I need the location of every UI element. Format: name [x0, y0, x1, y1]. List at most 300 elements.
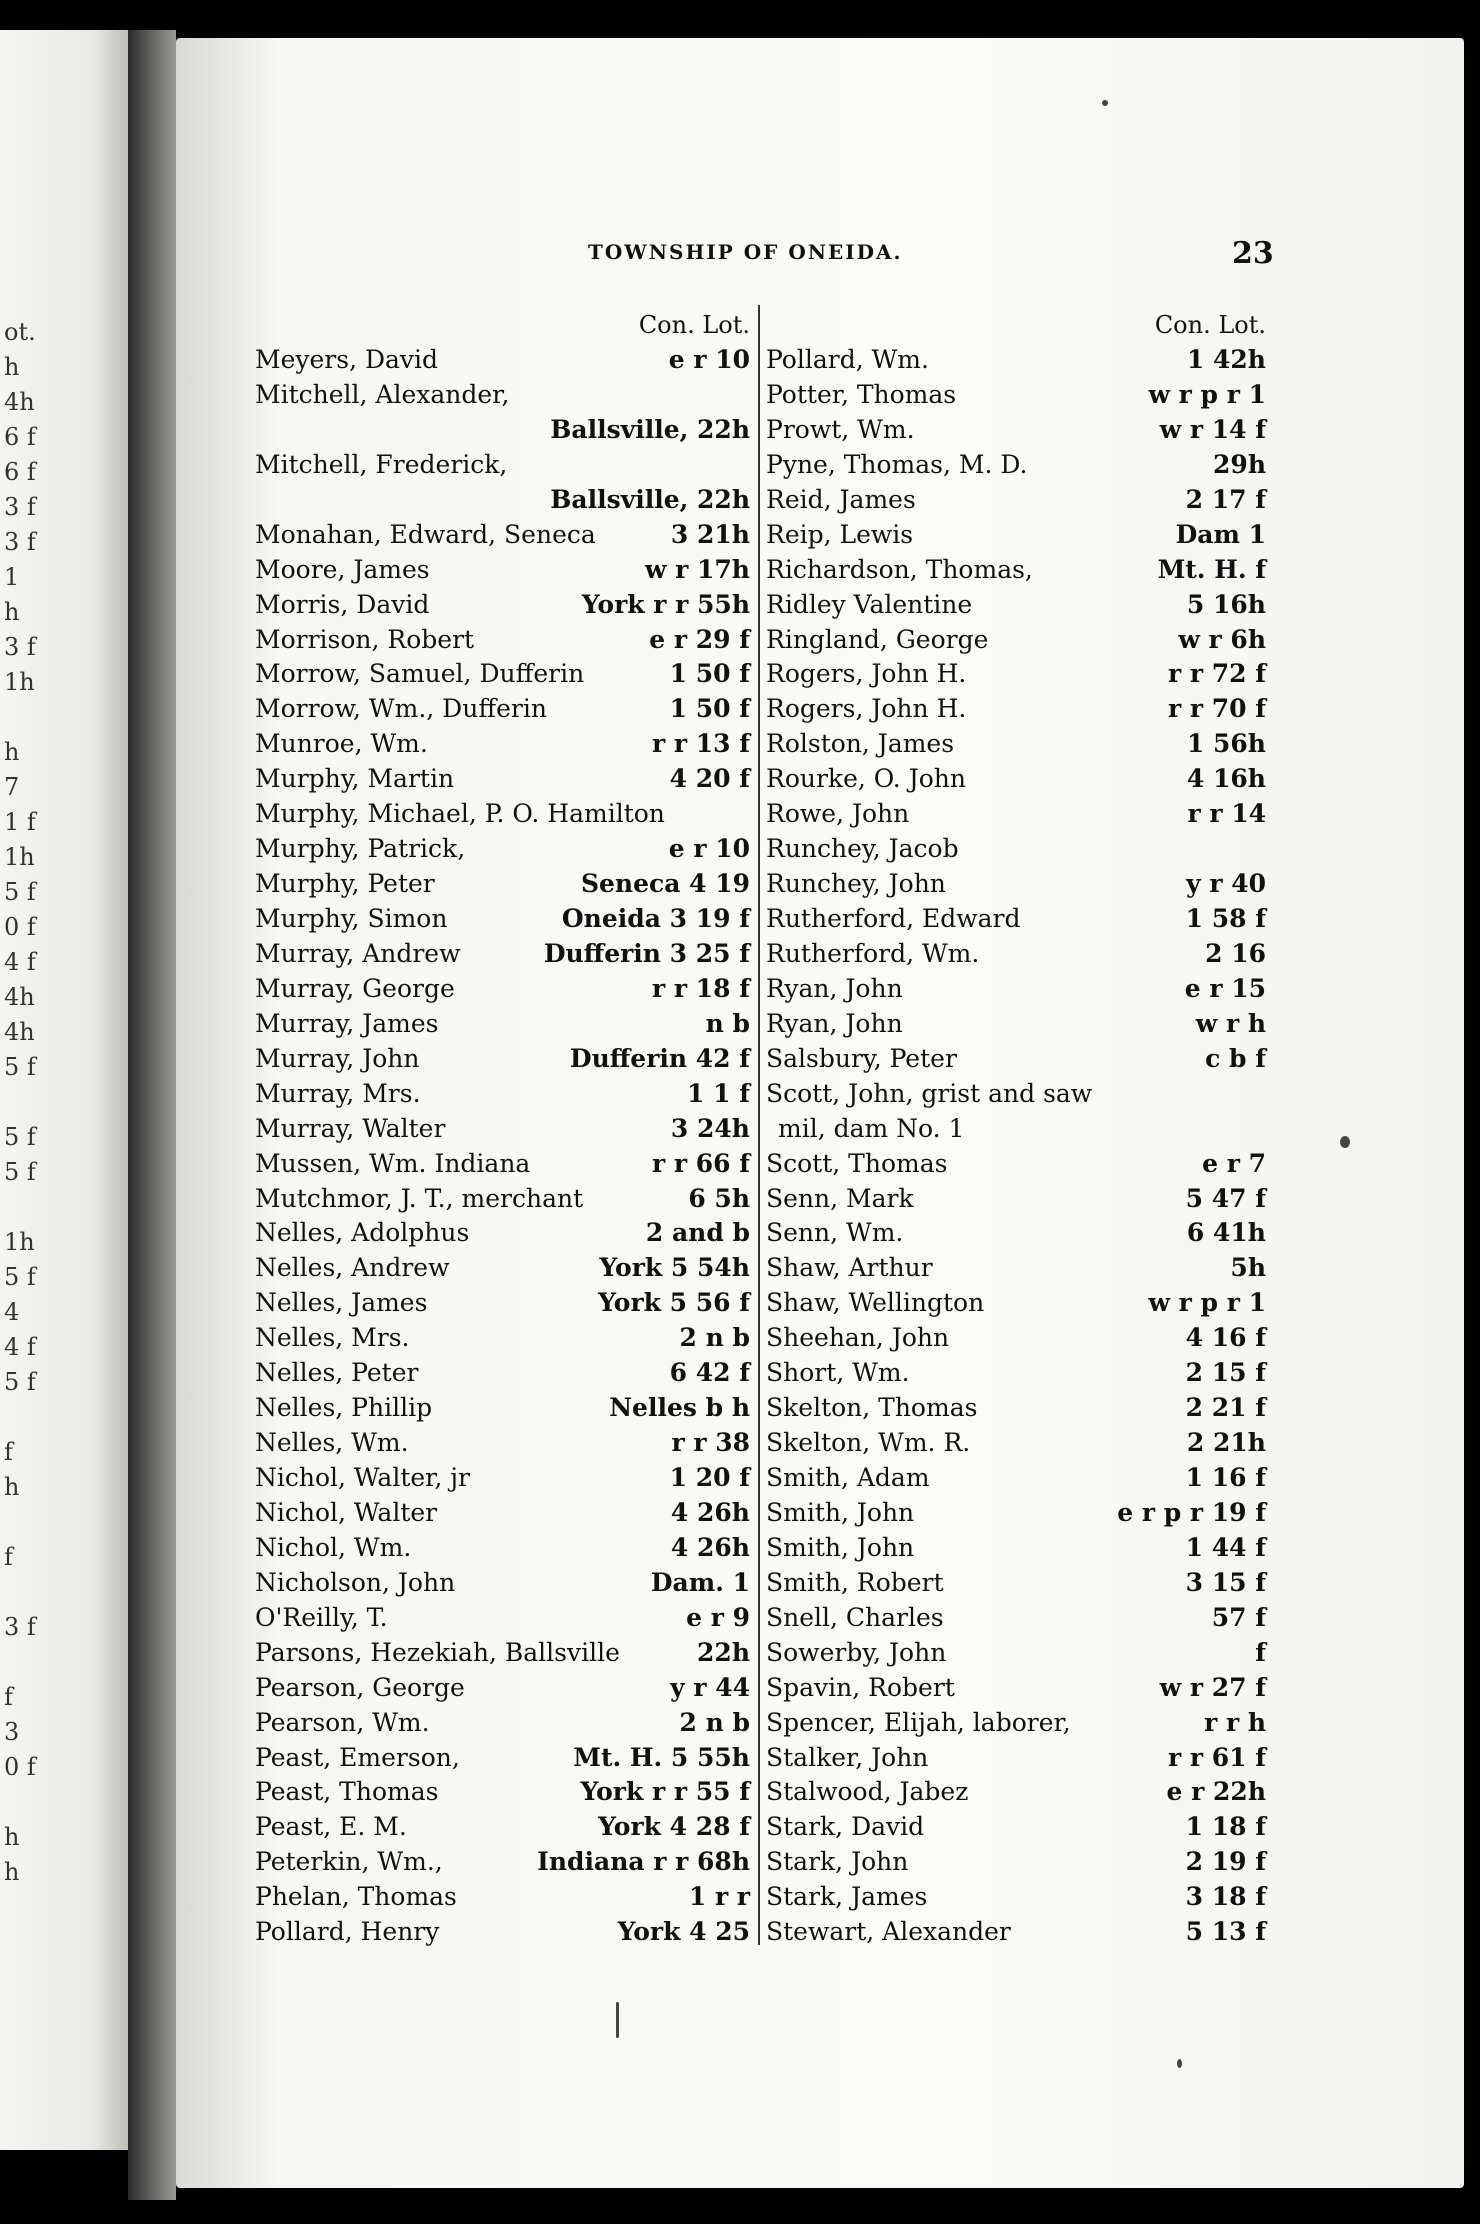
entry-name: Reid, James [766, 484, 916, 514]
entry-location: York r r 55h [581, 589, 750, 619]
entry-location: 1 50 f [669, 694, 750, 724]
previous-page-fragment: 0 f [4, 1753, 36, 1781]
directory-entry [255, 1775, 750, 1810]
directory-entry [766, 1077, 1266, 1112]
entry-name: Monahan, Edward, Seneca [255, 519, 596, 549]
entry-location: 2 n b [679, 1323, 750, 1353]
entry-name: Stark, John [766, 1847, 909, 1877]
entry-location: e r 15 [1184, 973, 1266, 1003]
entry-name: Pyne, Thomas, M. D. [766, 449, 1028, 479]
entry-location: 6 5h [688, 1183, 750, 1213]
previous-page-fragment: 0 f [4, 913, 36, 941]
entry-location: 1 56h [1186, 729, 1266, 759]
entry-name: Runchey, John [766, 869, 946, 899]
entry-name: Parsons, Hezekiah, Ballsville [255, 1637, 620, 1667]
directory-entry [255, 1915, 750, 1950]
entry-name: Munroe, Wm. [255, 729, 428, 759]
entry-name: Scott, Thomas [766, 1148, 948, 1178]
directory-entry [255, 1112, 750, 1147]
entry-location: e r 29 f [649, 624, 750, 654]
entry-location: w r 6h [1178, 624, 1266, 654]
entry-name: Pearson, George [255, 1672, 465, 1702]
directory-entry [766, 1671, 1266, 1706]
entry-location: Mt. H. 5 55h [573, 1742, 750, 1772]
directory-entry [766, 727, 1266, 762]
entry-location: York r r 55 f [580, 1777, 750, 1807]
entry-name: Murphy, Patrick, [255, 834, 466, 864]
directory-entry [766, 413, 1266, 448]
directory-entry [255, 1706, 750, 1741]
entry-location: 4 16h [1186, 764, 1266, 794]
directory-entry [766, 1216, 1266, 1251]
directory-entry [255, 1845, 750, 1880]
entry-name: Peterkin, Wm., [255, 1847, 443, 1877]
directory-entry [255, 1601, 750, 1636]
entry-name: Rogers, John H. [766, 694, 967, 724]
entry-name: Potter, Thomas [766, 379, 957, 409]
directory-entry [255, 553, 750, 588]
entry-name: Rutherford, Wm. [766, 938, 980, 968]
entry-name: Morris, David [255, 589, 430, 619]
entry-location: 2 16 [1205, 938, 1266, 968]
entry-location: 29h [1213, 449, 1266, 479]
directory-entry [766, 657, 1266, 692]
entry-name: Snell, Charles [766, 1602, 944, 1632]
entry-location: e r 10 [668, 834, 750, 864]
previous-page-fragment: 1h [4, 668, 35, 696]
entry-location: c b f [1205, 1043, 1266, 1073]
entry-location: 3 18 f [1185, 1882, 1266, 1912]
entry-name: Salsbury, Peter [766, 1043, 957, 1073]
previous-page-fragment: 5 f [4, 878, 36, 906]
entry-name: Skelton, Wm. R. [766, 1428, 971, 1458]
book-gutter [128, 30, 176, 2200]
entry-location: Nelles b h [609, 1393, 750, 1423]
previous-page-fragment: 4h [4, 388, 35, 416]
entry-location: 1 16 f [1185, 1463, 1266, 1492]
entry-name: Murphy, Martin [255, 764, 455, 794]
entry-location: r r 13 f [652, 729, 750, 759]
directory-entry [255, 692, 750, 727]
directory-entry [766, 448, 1266, 483]
entry-location: Dam. 1 [650, 1567, 750, 1597]
entry-location: w r h [1195, 1008, 1266, 1038]
entry-name: Meyers, David [255, 345, 439, 374]
entry-name: Pollard, Wm. [766, 345, 929, 374]
directory-entry [766, 1566, 1266, 1601]
entry-location: 3 15 f [1185, 1567, 1266, 1597]
directory-entry [766, 1915, 1266, 1950]
previous-page-fragment: 3 f [4, 1613, 36, 1641]
previous-page-fragment: 5 f [4, 1158, 36, 1186]
entry-location: y r 44 [670, 1672, 750, 1702]
directory-entry [255, 1671, 750, 1706]
entry-location: r r 66 f [652, 1148, 750, 1178]
entry-name: Ringland, George [766, 624, 989, 654]
entry-name: O'Reilly, T. [255, 1602, 388, 1632]
entry-name: Murray, James [255, 1008, 439, 1038]
entry-name: Murray, George [255, 973, 455, 1003]
previous-page-fragment: 3 f [4, 493, 36, 521]
entry-name: Rutherford, Edward [766, 904, 1021, 933]
directory-entry [255, 1810, 750, 1845]
entry-name: Pollard, Henry [255, 1917, 440, 1947]
directory-column-left [255, 305, 750, 1950]
directory-entry [766, 1356, 1266, 1391]
directory-entry [255, 588, 750, 623]
previous-page-fragment: h [4, 738, 20, 766]
directory-entry [766, 1426, 1266, 1461]
previous-page-fragment: 1 [4, 563, 20, 591]
entry-name: Pearson, Wm. [255, 1707, 430, 1737]
entry-name: Murray, Walter [255, 1113, 446, 1143]
directory-entry [255, 1636, 750, 1671]
directory-entry [766, 1496, 1266, 1531]
previous-page-fragment: h [4, 353, 20, 381]
entry-location: 57 f [1211, 1602, 1266, 1632]
entry-name: Nichol, Walter [255, 1497, 438, 1527]
directory-entry [766, 1182, 1266, 1217]
previous-page-fragment: ot. [4, 318, 36, 346]
entry-name: Ridley Valentine [766, 589, 973, 619]
entry-name: Mutchmor, J. T., merchant [255, 1183, 584, 1213]
entry-location: r r 18 f [652, 973, 750, 1003]
entry-location: 2 21h [1186, 1428, 1266, 1458]
directory-entry [766, 867, 1266, 902]
entry-name: Phelan, Thomas [255, 1882, 457, 1912]
directory-entry [255, 1880, 750, 1915]
entry-name: Stark, David [766, 1812, 925, 1842]
directory-entry [766, 692, 1266, 727]
directory-entry [255, 1147, 750, 1182]
directory-entry [255, 832, 750, 867]
previous-page-fragment: f [4, 1438, 13, 1466]
entry-location: 1 20 f [669, 1463, 750, 1492]
directory-entry [766, 1147, 1266, 1182]
directory-entry [766, 1636, 1266, 1671]
entry-name: Murphy, Simon [255, 904, 448, 933]
page-header [0, 236, 1480, 271]
directory-entry [766, 1810, 1266, 1845]
entry-location: w r 17h [644, 554, 750, 584]
directory-entry [766, 518, 1266, 553]
entry-location: r r h [1204, 1707, 1266, 1737]
entry-location: w r 14 f [1159, 414, 1266, 444]
directory-entry [766, 1706, 1266, 1741]
entry-location: 5h [1230, 1253, 1266, 1283]
directory-entry [255, 657, 750, 692]
entry-name: Short, Wm. [766, 1358, 910, 1388]
directory-entry [766, 797, 1266, 832]
directory-entry [255, 1531, 750, 1566]
directory-entry [255, 518, 750, 553]
entry-name: Stalwood, Jabez [766, 1777, 969, 1807]
entry-location: 3 21h [670, 519, 750, 549]
previous-page-fragment: 5 f [4, 1123, 36, 1151]
entry-name: Peast, Thomas [255, 1777, 439, 1807]
entry-name: Runchey, Jacob [766, 834, 959, 864]
previous-page-fragment: 5 f [4, 1263, 36, 1291]
entry-name: Stewart, Alexander [766, 1917, 1011, 1947]
entry-location: 2 15 f [1185, 1358, 1266, 1388]
entry-location: r r 61 f [1168, 1742, 1266, 1772]
entry-name: Mitchell, Frederick, [255, 449, 508, 479]
entry-location: f [1255, 1637, 1266, 1667]
directory-entry [766, 483, 1266, 518]
entry-name: Rolston, James [766, 729, 955, 759]
previous-page-fragment: 7 [4, 773, 20, 801]
previous-page-fragment: 6 f [4, 423, 36, 451]
dust-speck [1102, 100, 1108, 106]
directory-entry [766, 1321, 1266, 1356]
entry-location: w r 27 f [1159, 1672, 1266, 1702]
entry-location: Mt. H. f [1157, 554, 1266, 584]
directory-entry [255, 1251, 750, 1286]
entry-name: Nelles, James [255, 1288, 428, 1318]
entry-location: 6 42 f [669, 1358, 750, 1388]
entry-name: Shaw, Wellington [766, 1288, 985, 1318]
column-header [255, 305, 750, 343]
directory-entry [766, 1775, 1266, 1810]
entry-name: Skelton, Thomas [766, 1393, 978, 1423]
directory-entry [766, 1286, 1266, 1321]
directory-entry [255, 902, 750, 937]
column-divider [758, 305, 760, 1945]
directory-entry [766, 378, 1266, 413]
entry-name: Reip, Lewis [766, 519, 914, 549]
directory-entry [766, 1007, 1266, 1042]
entry-location: e r 9 [686, 1602, 750, 1632]
entry-name: Nichol, Walter, jr [255, 1463, 470, 1492]
previous-page-fragment: 3 f [4, 633, 36, 661]
directory-entry [255, 1182, 750, 1217]
previous-page-fragment: 3 f [4, 528, 36, 556]
previous-page-fragment: 4 [4, 1298, 20, 1326]
directory-entry [255, 378, 750, 413]
entry-location: York 5 54h [599, 1253, 750, 1283]
directory-entry [255, 797, 750, 832]
directory-entry [255, 867, 750, 902]
previous-page-edge [0, 30, 130, 2150]
page-number: 23 [1232, 236, 1274, 271]
entry-name: Nichol, Wm. [255, 1532, 412, 1562]
entry-name: Rourke, O. John [766, 764, 966, 794]
entry-name: Murray, Andrew [255, 938, 461, 968]
entry-location: 1 r r [688, 1882, 750, 1912]
directory-entry [766, 1112, 1266, 1147]
entry-location: 3 24h [670, 1113, 750, 1143]
entry-name: Spencer, Elijah, laborer, [766, 1707, 1071, 1737]
entry-location: 4 26h [670, 1497, 750, 1527]
entry-location: e r 10 [668, 345, 750, 374]
directory-column-right [766, 305, 1266, 1950]
previous-page-fragment: f [4, 1683, 13, 1711]
directory-entry [255, 343, 750, 378]
entry-location: 22h [697, 1637, 750, 1667]
directory-entry [766, 1880, 1266, 1915]
directory-entry [255, 1741, 750, 1776]
entry-location: 2 17 f [1185, 484, 1266, 514]
previous-page-fragment: h [4, 598, 20, 626]
running-title: TOWNSHIP OF ONEIDA. [588, 240, 903, 264]
entry-name: Murphy, Michael, P. O. Hamilton [255, 799, 665, 829]
entry-name: Murray, Mrs. [255, 1078, 421, 1108]
directory-entry [255, 1461, 750, 1496]
entry-location: York 4 25 [617, 1917, 750, 1947]
entry-name: Smith, John [766, 1497, 915, 1527]
directory-entry [766, 1251, 1266, 1286]
entry-name: Stark, James [766, 1882, 928, 1912]
entry-name: Prowt, Wm. [766, 414, 915, 444]
directory-entry [255, 727, 750, 762]
entry-location: w r p r 1 [1148, 1288, 1266, 1318]
previous-page-fragment: h [4, 1823, 20, 1851]
directory-entry [766, 588, 1266, 623]
entry-location: r r 38 [671, 1428, 750, 1458]
directory-entry [255, 1391, 750, 1426]
previous-page-fragment: h [4, 1473, 20, 1501]
entry-name: Murphy, Peter [255, 869, 435, 899]
previous-page-fragment: 1h [4, 843, 35, 871]
previous-page-fragment: 4 f [4, 1333, 36, 1361]
previous-page-fragment: 6 f [4, 458, 36, 486]
entry-name: Mitchell, Alexander, [255, 379, 510, 409]
entry-location: r r 70 f [1168, 694, 1266, 724]
entry-name: Richardson, Thomas, [766, 554, 1033, 584]
entry-name: Senn, Mark [766, 1183, 914, 1213]
entry-location: e r 22h [1166, 1777, 1266, 1807]
entry-name: Scott, John, grist and saw [766, 1078, 1093, 1108]
previous-page-fragment: 5 f [4, 1053, 36, 1081]
entry-name: Smith, Adam [766, 1463, 930, 1492]
entry-name: Smith, Robert [766, 1567, 944, 1597]
entry-location: Dufferin 42 f [569, 1043, 750, 1073]
entry-location: Oneida 3 19 f [561, 904, 750, 933]
entry-location: Dam 1 [1175, 519, 1266, 549]
previous-page-fragment: h [4, 1858, 20, 1886]
directory-entry [766, 1461, 1266, 1496]
directory-entry [255, 1216, 750, 1251]
entry-name: Nelles, Phillip [255, 1393, 433, 1423]
entry-location: Ballsville, 22h [550, 484, 750, 514]
previous-page-fragment: 1h [4, 1228, 35, 1256]
column-header [766, 305, 1266, 343]
entry-name: Nelles, Peter [255, 1358, 419, 1388]
entry-name: Ryan, John [766, 973, 903, 1003]
entry-name: Morrow, Samuel, Dufferin [255, 659, 585, 689]
directory-entry [766, 623, 1266, 658]
directory-entry [255, 1566, 750, 1601]
entry-location: Seneca 4 19 [580, 869, 750, 899]
entry-name: Mussen, Wm. Indiana [255, 1148, 531, 1178]
entry-location: 5 16h [1186, 589, 1266, 619]
entry-name: Shaw, Arthur [766, 1253, 933, 1283]
entry-location: n b [705, 1008, 750, 1038]
entry-name: Smith, John [766, 1532, 915, 1562]
column-header-label: Con. Lot. [638, 311, 750, 339]
directory-entry [766, 937, 1266, 972]
entry-location: 1 44 f [1185, 1532, 1266, 1562]
entry-name: Nelles, Wm. [255, 1428, 409, 1458]
entry-name: Moore, James [255, 554, 430, 584]
entry-location: 1 50 f [669, 659, 750, 689]
directory-entry [255, 1007, 750, 1042]
entry-location: e r p r 19 f [1117, 1497, 1266, 1527]
previous-page-fragment: 1 f [4, 808, 36, 836]
column-header-label: Con. Lot. [1154, 311, 1266, 339]
entry-location: 2 21 f [1185, 1393, 1266, 1423]
entry-name: Nelles, Adolphus [255, 1218, 470, 1248]
entry-name: Nicholson, John [255, 1567, 456, 1597]
entry-name: Rowe, John [766, 799, 910, 829]
entry-location: 4 26h [670, 1532, 750, 1562]
directory-entry [255, 1356, 750, 1391]
directory-entry [255, 1042, 750, 1077]
entry-location: e r 7 [1202, 1148, 1266, 1178]
directory-entry [255, 448, 750, 483]
previous-page-fragment: f [4, 1543, 13, 1571]
entry-name: Senn, Wm. [766, 1218, 904, 1248]
entry-name: Stalker, John [766, 1742, 929, 1772]
previous-page-fragment: 5 f [4, 1368, 36, 1396]
directory-entry [766, 1531, 1266, 1566]
directory-entry [255, 1496, 750, 1531]
entry-name: Murray, John [255, 1043, 420, 1073]
entry-name: Nelles, Andrew [255, 1253, 450, 1283]
entry-location: 4 20 f [669, 764, 750, 794]
entry-name: Morrow, Wm., Dufferin [255, 694, 547, 724]
directory-entry [255, 1426, 750, 1461]
directory-entry [766, 1042, 1266, 1077]
entry-name: Spavin, Robert [766, 1672, 955, 1702]
entry-location: y r 40 [1186, 869, 1266, 899]
entry-location: 1 1 f [687, 1078, 750, 1108]
entry-location: 5 13 f [1185, 1917, 1266, 1947]
entry-location: 1 58 f [1185, 904, 1266, 933]
directory-entry [766, 553, 1266, 588]
previous-page-fragment: 4 f [4, 948, 36, 976]
entry-location: w r p r 1 [1148, 379, 1266, 409]
entry-name: Rogers, John H. [766, 659, 967, 689]
entry-name: Peast, E. M. [255, 1812, 407, 1842]
entry-name: Sowerby, John [766, 1637, 947, 1667]
directory-entry [255, 762, 750, 797]
entry-location: 4 16 f [1185, 1323, 1266, 1353]
directory-entry [766, 343, 1266, 378]
entry-location: 5 47 f [1185, 1183, 1266, 1213]
entry-name: mil, dam No. 1 [778, 1113, 965, 1143]
previous-page-fragment: 4h [4, 983, 35, 1011]
directory-entry [766, 1391, 1266, 1426]
directory-entry [255, 1286, 750, 1321]
directory-entry [766, 1601, 1266, 1636]
directory-entry [766, 1741, 1266, 1776]
entry-location: r r 14 [1187, 799, 1266, 829]
entry-location: r r 72 f [1168, 659, 1266, 689]
entry-location: Dufferin 3 25 f [543, 938, 750, 968]
directory-entry [766, 832, 1266, 867]
entry-location: Indiana r r 68h [537, 1847, 750, 1877]
entry-name: Morrison, Robert [255, 624, 475, 654]
previous-page-fragment: 4h [4, 1018, 35, 1046]
directory-entry [255, 1077, 750, 1112]
entry-location: Ballsville, 22h [550, 414, 750, 444]
entry-location: 6 41h [1186, 1218, 1266, 1248]
directory-entry [766, 1845, 1266, 1880]
directory-entry [255, 937, 750, 972]
previous-page-fragment: 3 [4, 1718, 20, 1746]
directory-entry [255, 1321, 750, 1356]
